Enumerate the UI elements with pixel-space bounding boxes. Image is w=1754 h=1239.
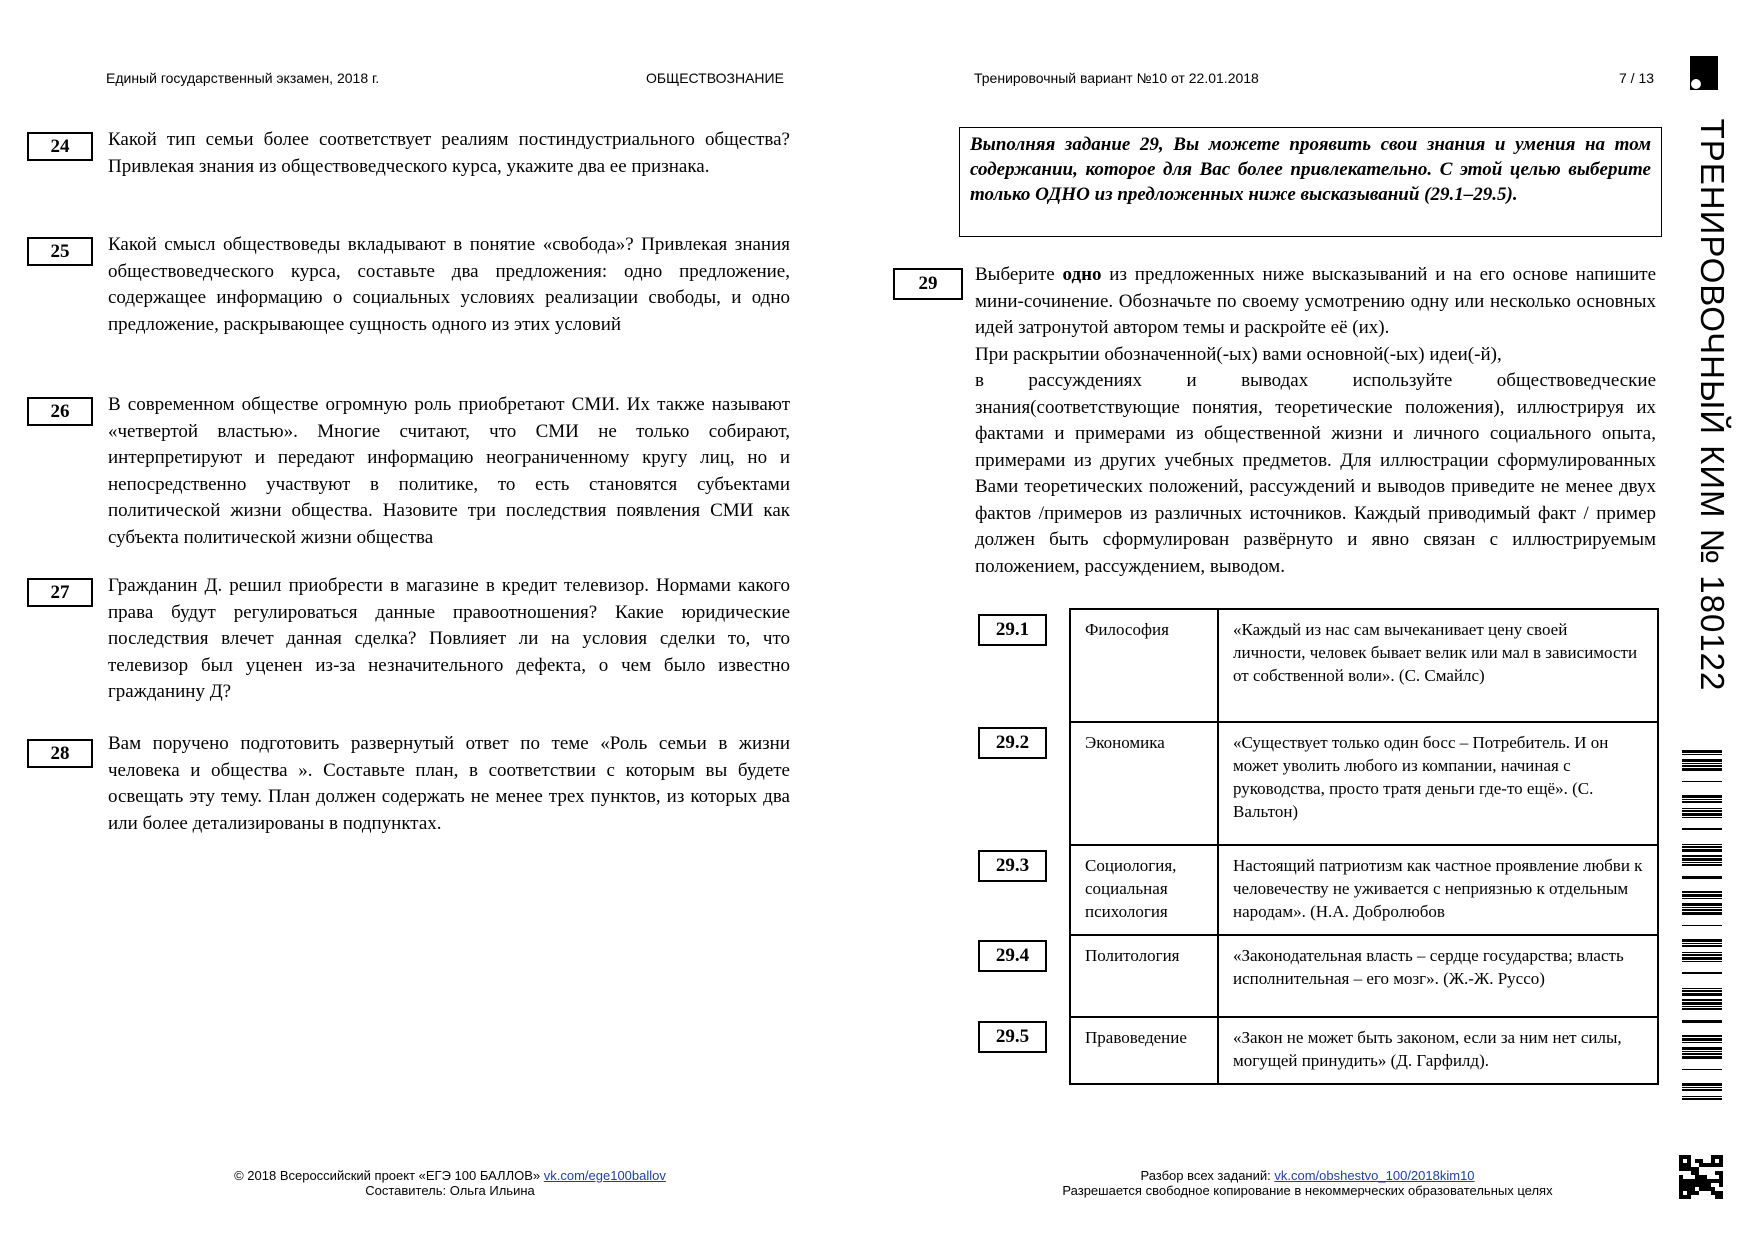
registration-mark-icon [1690,56,1718,90]
subject-title: ОБЩЕСТВОЗНАНИЕ [646,70,784,86]
option-field: Философия [1070,609,1218,722]
page-number: 7 / 13 [1619,70,1655,86]
task29-text [975,262,1656,580]
task29-options-table [1069,608,1659,1085]
analysis-link[interactable]: vk.com/obshestvo_100/2018kim10 [1274,1168,1475,1183]
option-field: Экономика [1070,722,1218,845]
option-quote: «Закон не может быть законом, если за ним нет силы, могущей принудить» (Д. Гарфилд). [1218,1017,1658,1084]
question-number-27: 27 [27,578,93,607]
option-field: Правоведение [1070,1017,1218,1084]
copyright-link[interactable]: vk.com/ege100ballov [543,1168,666,1183]
table-row [1070,935,1658,1017]
option-number-29-3: 29.3 [978,850,1047,882]
footer-license: Разрешается свободное копирование в некоммерческих образовательных целях [1062,1183,1553,1198]
exam-title: Единый государственный экзамен, 2018 г. [106,70,380,86]
option-quote: «Каждый из нас сам вычеканивает цену своей личности, человек бывает велик или мал в зависимости от собственной воли». (С. Смайлс) [1218,609,1658,722]
table-row [1070,845,1658,935]
question-number-26: 26 [27,397,93,426]
option-quote: «Законодательная власть – сердце государства; власть исполнительная – его мозг». (Ж.-Ж. Руссо) [1218,935,1658,1017]
question-text-26: В современном обществе огромную роль приобретают СМИ. Их также называют «четвертой властью». Многие считают, что СМИ не только собирают, интерпретируют и передают информацию неограниченному кругу лиц, но и непосредственно участвуют в политике, то есть становятся субъектами политической жизни общества. Назовите три последствия появления СМИ как субъекта политической жизни общества [108,394,790,548]
footer-author: Составитель: Ольга Ильина [365,1183,535,1198]
table-row [1070,722,1658,845]
option-number-29-5: 29.5 [978,1021,1047,1053]
option-quote: «Существует только один босс – Потребитель. И он может уволить любого из компании, начиная с руководства, просто тратя деньги где-то ещё». (С. Вальтон) [1218,722,1658,845]
question-number-28: 28 [27,739,93,768]
table-row [1070,1017,1658,1084]
footer-right: Разбор всех заданий: vk.com/obshestvo_100/2018kim10 Разрешается свободное копирование в некоммерческих образовательных целях [1030,1168,1585,1198]
question-text-27: Гражданин Д. решил приобрести в магазине в кредит телевизор. Нормами какого права будут регулироваться данные правоотношения? Какие юридические последствия влечет данная сделка? Повлияет ли на условия сделки то, что телевизор был уценен из-за незначительного дефекта, о чем было известно гражданину Д? [108,575,790,702]
task29-paragraph-2: При раскрытии обозначенной(-ых) вами основной(-ых) идеи(-й), [975,343,1502,365]
table-row [1070,609,1658,722]
option-number-29-1: 29.1 [978,614,1047,646]
footer-left: © 2018 Всероссийский проект «ЕГЭ 100 БАЛЛОВ» vk.com/ege100ballov Составитель: Ольга Ильина [205,1168,695,1198]
task29-instruction-box: Выполняя задание 29, Вы можете проявить свои знания и умения на том содержании, которое для Вас более привлекательно. С этой целью выберите только ОДНО из предложенных ниже высказываний (29.1–29.5). [959,127,1662,237]
option-number-29-2: 29.2 [978,727,1047,759]
option-number-29-4: 29.4 [978,940,1047,972]
task29-paragraph-3: в рассуждениях и выводах используйте обществоведческие знания(соответствующие понятия, теоретические положения), иллюстрируя их фактами и примерами из общественной жизни и личного социального опыта, примерами из других учебных предметов. Для иллюстрации сформулированных Вами теоретических положений, рассуждений и выводов приведите не менее двух фактов /примеров из различных источников. Каждый приводимый факт / пример должен быть сформулирован развёрнуто и явно связан с иллюстрируемым положением, рассуждением, выводом. [975,370,1656,577]
option-quote: Настоящий патриотизм как частное проявление любви к человечеству не уживается с неприязнью к отдельным народам». (Н.А. Добролюбов [1218,845,1658,935]
qr-code-icon [1679,1155,1723,1199]
task29-intro-bold: одно [1062,264,1102,285]
question-number-24: 24 [27,132,93,161]
option-field: Социология, социальная психология [1070,845,1218,935]
question-text-25: Какой смысл обществоведы вкладывают в понятие «свобода»? Привлекая знания обществоведческого курса, составьте два предложения: одно предложение, содержащее информацию о социальных условиях реализации свободы, и одно предложение, раскрывающее сущность одного из этих условий [108,234,790,335]
variant-title: Тренировочный вариант №10 от 22.01.2018 [974,70,1259,86]
task29-intro: Выберите одно из предложенных ниже высказываний и на его основе напишите мини-сочинение. Обозначьте по своему усмотрению одну или несколько основных идей затронутой автором темы и раскройте её (их). [975,264,1657,338]
question-number-29: 29 [893,268,963,300]
barcode-icon [1682,750,1722,1100]
question-number-25: 25 [27,237,93,266]
option-field: Политология [1070,935,1218,1017]
question-text-28: Вам поручено подготовить развернутый ответ по теме «Роль семьи в жизни человека и общества ». Составьте план, в соответствии с которым вы будете освещать эту тему. План должен содержать не менее трех пунктов, из которых два или более детализированы в подпунктах. [108,733,790,834]
question-text-24: Какой тип семьи более соответствует реалиям постиндустриального общества? Привлекая знания из обществоведческого курса, укажите два ее признака. [108,129,790,177]
